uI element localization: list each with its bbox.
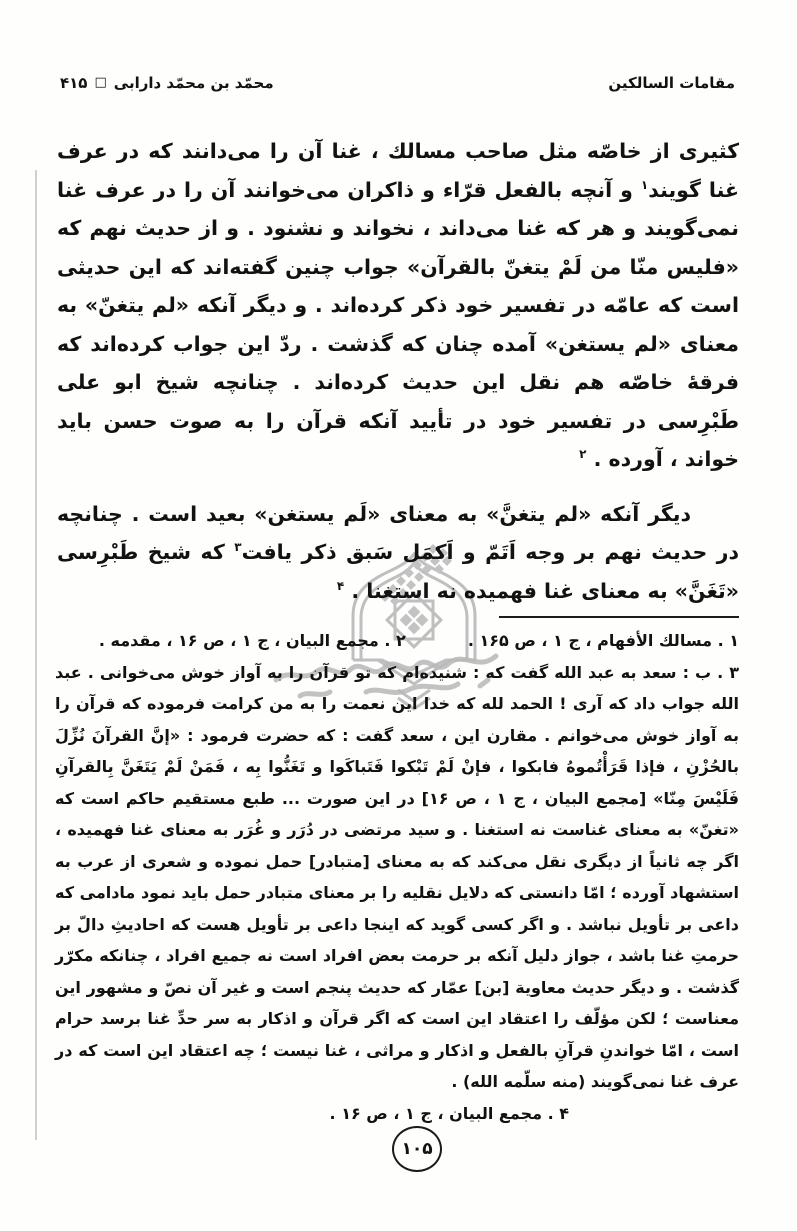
page-gutter-shadow [35, 170, 37, 1140]
footnote-4: ۴ . مجمع البیان ، ج ۱ ، ص ۱۶ . [329, 1103, 569, 1123]
author-name: محمّد بن محمّد دارابی [113, 74, 274, 92]
paragraph-text: كه شیخ طَبْرِسی «تَغَنَّ» به معنای غنا فهمیده نه استغنا . [57, 540, 739, 603]
footnote-marker: ۱ [640, 177, 649, 192]
footnote-2: ۲ . مجمع البیان ، ج ۱ ، ص ۱۶ ، مقدمه . [98, 631, 406, 650]
folio-number-circle [392, 1126, 442, 1172]
folio-number: ۱۰۵ [401, 1139, 433, 1159]
footnote-marker: ۳ [234, 540, 242, 555]
paragraph-text: دیگر آنكه «لم یتغنَّ» به معنای «لَم یستغن» بعید است . چنانچه در حدیث نهم بر وجه اَتَمّ و اَكمَل سَبق ذكر یافت [57, 501, 739, 564]
author-and-page-number [60, 74, 274, 92]
footnote-3: ۳ . ب : سعد به عبد الله گفت كه : شنیده‌ام كه تو قرآن را به آواز خوش می‌خوانی . عبد الله جواب داد كه آری ! الحمد لله كه خدا این نعمت را به من كرامت فرموده كه قرآن را به آواز خوش می‌خوانم . مقارن این ، سعد گفت : كه حضرت فرمود : «إنَّ القرآنَ نُزِّلَ بالحُزْنِ ، فإذا قَرَأْتُموهُ فابكوا ، فإنْ لَمْ تَبْكوا فَتَباكَوا و تَغَنُّوا بِه ، فَمَنْ لَمْ یَتَغَنَّ بِالقرآنِ فَلَیْسَ مِنّا» [مجمع البیان ، ج ۱ ، ص ۱۶] در این صورت ... طبع مستقیم حاكم است كه «تغنّ» به معنای غناست نه استغنا . و سید مرتضی در دُرَر و غُرَر به معنای غنا فهمیده ، اگر چه ثانیاً از دیگری نقل می‌كند كه به معنای [متبادر] حمل نموده و شعری از عرب به استشهاد آورده ؛ امّا دانستی كه دلایل نقلیه را بر معنای متبادر حمل باید نمود مادامی كه داعی بر تأویل نباشد . و اگر كسی گوید كه اینجا داعی بر تأویل هست كه احادیثِ دالّ بر حرمتِ غنا باشد ، جواز دلیل آنكه بر حرمت بعض افراد است نه جمیع افراد ، چنانكه مكرّر گذشت . و دیگر حدیث معاویة [بن] عمّار كه حدیث پنجم است و غیر آن نصّ و مشهور این معناست ؛ لكن مؤلّف را اعتقاد این است كه اگر قرآن و اذكار به سر حدِّ غنا برسد حرام است ، امّا خواندنِ قرآنِ بالفعل و اذكار و مراثی ، غنا نیست ؛ چه اعتقاد این است كه در عرف غنا نمی‌گویند (منه سلّمه الله) . [55, 662, 739, 1091]
running-title: مقامات السالكين [608, 74, 735, 92]
paragraph-text: كثیری از خاصّه مثل صاحب مسالك ، غنا آن را می‌دانند كه در عرف غنا گویند [57, 139, 740, 202]
footnotes-section [55, 616, 739, 1129]
body-paragraph [57, 495, 739, 611]
footnote-marker: ۴ [336, 578, 345, 593]
body-paragraphs [57, 132, 739, 610]
paragraph-text: و آنچه بالفعل قرّاء و ذاكران می‌خوانند آن را در عرف غنا نمی‌گویند و هر كه غنا می‌داند ، نخواند و نشنود . و از حدیث نهم كه «فلیس منّا من لَمْ یتغنّ بالقرآن» جواب چنین گفته‌اند كه این حدیثی است كه عامّه در تفسیر خود ذكر كرده‌اند . و دیگر آنكه «لم یتغنّ» به معنای «لم یستغن» آمده چنان كه گذشت . ردّ این جواب كرده‌اند كه فرقهٔ خاصّه هم نقل این حدیث كرده‌اند . چنانچه شیخ ابو علی طَبْرِسی در تفسیر خود در تأیید آنكه قرآن را به صوت حسن باید خواند ، آورده . [57, 177, 739, 471]
footnote-separator-rule [499, 616, 739, 618]
footnote-1: ۱ . مسالك الأفهام ، ج ۱ ، ص ۱۶۵ . [467, 631, 739, 650]
body-paragraph [57, 132, 739, 479]
footnote-row-1-2 [55, 625, 739, 657]
book-page-number: ۴۱۵ [60, 74, 88, 92]
footnote-marker: ۲ [579, 447, 587, 462]
separator-box-glyph: □ [94, 74, 107, 90]
page-header [60, 74, 735, 92]
